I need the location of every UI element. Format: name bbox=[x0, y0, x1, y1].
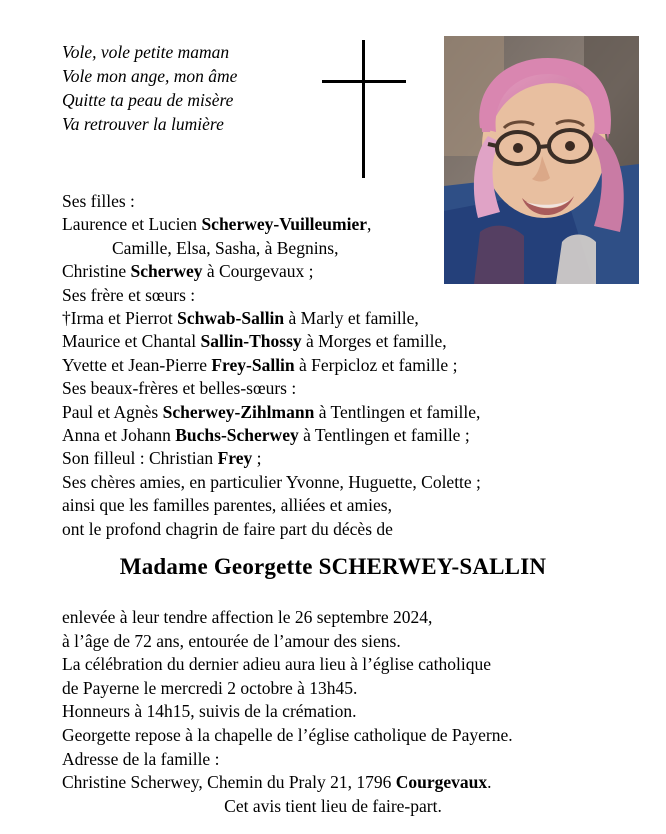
emphasis-text: Frey bbox=[217, 448, 253, 469]
text-run: . bbox=[487, 772, 492, 793]
detail-line bbox=[62, 700, 604, 724]
family-line bbox=[62, 518, 481, 541]
emphasis-text: Frey-Sallin bbox=[211, 354, 295, 375]
text-run: de Payerne le mercredi 2 octobre à 13h45. bbox=[62, 677, 358, 698]
family-line bbox=[62, 424, 481, 447]
text-run: Honneurs à 14h15, suivis de la crémation. bbox=[62, 701, 357, 722]
text-run: Cet avis tient lieu de faire-part. bbox=[224, 795, 442, 816]
text-run: Christine Scherwey, Chemin du Praly 21, 1796 bbox=[62, 772, 396, 793]
emphasis-text: Schwab-Sallin bbox=[177, 308, 285, 329]
detail-line bbox=[62, 724, 604, 748]
text-run: ont le profond chagrin de faire part du décès de bbox=[62, 518, 393, 539]
family-line bbox=[62, 377, 481, 400]
text-run: à l’âge de 72 ans, entourée de l’amour des siens. bbox=[62, 630, 401, 651]
family-line bbox=[62, 190, 481, 213]
text-run: ainsi que les familles parentes, alliées et amies, bbox=[62, 495, 392, 516]
text-run: à Tentlingen et famille, bbox=[314, 401, 481, 422]
poem-line: Vole mon ange, mon âme bbox=[62, 66, 238, 86]
text-run: Ses filles : bbox=[62, 191, 135, 211]
family-line bbox=[62, 284, 481, 307]
text-run: enlevée à leur tendre affection le 26 septembre 2024, bbox=[62, 607, 433, 627]
emphasis-text: Scherwey-Zihlmann bbox=[162, 401, 315, 422]
text-run: La célébration du dernier adieu aura lieu à l’église catholique bbox=[62, 654, 492, 675]
text-run: Maurice et Chantal bbox=[62, 331, 201, 352]
emphasis-text: Buchs-Scherwey bbox=[175, 425, 299, 446]
family-line bbox=[62, 471, 481, 494]
family-list bbox=[62, 190, 481, 541]
text-run: Ses frère et sœurs : bbox=[62, 284, 196, 305]
detail-line bbox=[62, 795, 604, 819]
text-run: à Courgevaux ; bbox=[202, 261, 314, 282]
text-run: à Ferpicloz et famille ; bbox=[294, 354, 458, 375]
text-run: Christine bbox=[62, 261, 131, 282]
service-details bbox=[62, 606, 604, 818]
text-run: Son filleul : Christian bbox=[62, 448, 218, 469]
family-line bbox=[62, 213, 481, 236]
text-run: †Irma et Pierrot bbox=[62, 308, 178, 329]
family-line bbox=[62, 330, 481, 353]
text-run: Anna et Johann bbox=[62, 425, 176, 446]
family-line bbox=[62, 260, 481, 283]
text-run: à Morges et famille, bbox=[301, 331, 447, 352]
emphasis-text: Courgevaux bbox=[395, 772, 488, 793]
text-run: à Tentlingen et famille ; bbox=[298, 425, 470, 446]
cross-vertical-bar bbox=[362, 40, 365, 178]
text-run: Adresse de la famille : bbox=[62, 748, 220, 769]
emphasis-text: Scherwey bbox=[130, 261, 203, 282]
detail-line bbox=[62, 748, 604, 772]
text-run: Georgette repose à la chapelle de l’église catholique de Payerne. bbox=[62, 724, 513, 745]
family-line bbox=[62, 401, 481, 424]
poem-line: Vole, vole petite maman bbox=[62, 42, 230, 62]
deceased-name: Madame Georgette SCHERWEY-SALLIN bbox=[119, 554, 547, 579]
detail-line bbox=[62, 677, 604, 701]
poem-line: Quitte ta peau de misère bbox=[62, 90, 234, 110]
cross-horizontal-bar bbox=[322, 80, 406, 83]
detail-line bbox=[62, 606, 604, 630]
text-run: , bbox=[367, 214, 372, 235]
text-run: Ses beaux-frères et belles-sœurs : bbox=[62, 378, 297, 399]
detail-line bbox=[62, 653, 604, 677]
text-run: Laurence et Lucien bbox=[62, 214, 202, 235]
text-run: Yvette et Jean-Pierre bbox=[62, 354, 212, 375]
text-run: Camille, Elsa, Sasha, à Begnins, bbox=[112, 237, 339, 258]
family-line bbox=[62, 307, 481, 330]
family-line bbox=[62, 237, 481, 260]
text-run: Paul et Agnès bbox=[62, 401, 163, 422]
text-run: à Marly et famille, bbox=[284, 308, 419, 329]
text-run: Ses chères amies, en particulier Yvonne, Huguette, Colette ; bbox=[62, 471, 481, 492]
poem-block bbox=[62, 40, 237, 136]
poem-line: Va retrouver la lumière bbox=[62, 114, 224, 134]
family-line bbox=[62, 494, 481, 517]
detail-line bbox=[62, 630, 604, 654]
latin-cross-icon bbox=[322, 40, 406, 178]
header-area bbox=[0, 0, 666, 175]
detail-line bbox=[62, 771, 604, 795]
emphasis-text: Sallin-Thossy bbox=[200, 331, 302, 352]
family-line bbox=[62, 447, 481, 470]
family-line bbox=[62, 354, 481, 377]
text-run: ; bbox=[252, 448, 262, 469]
emphasis-text: Scherwey-Vuilleumier bbox=[201, 214, 368, 235]
